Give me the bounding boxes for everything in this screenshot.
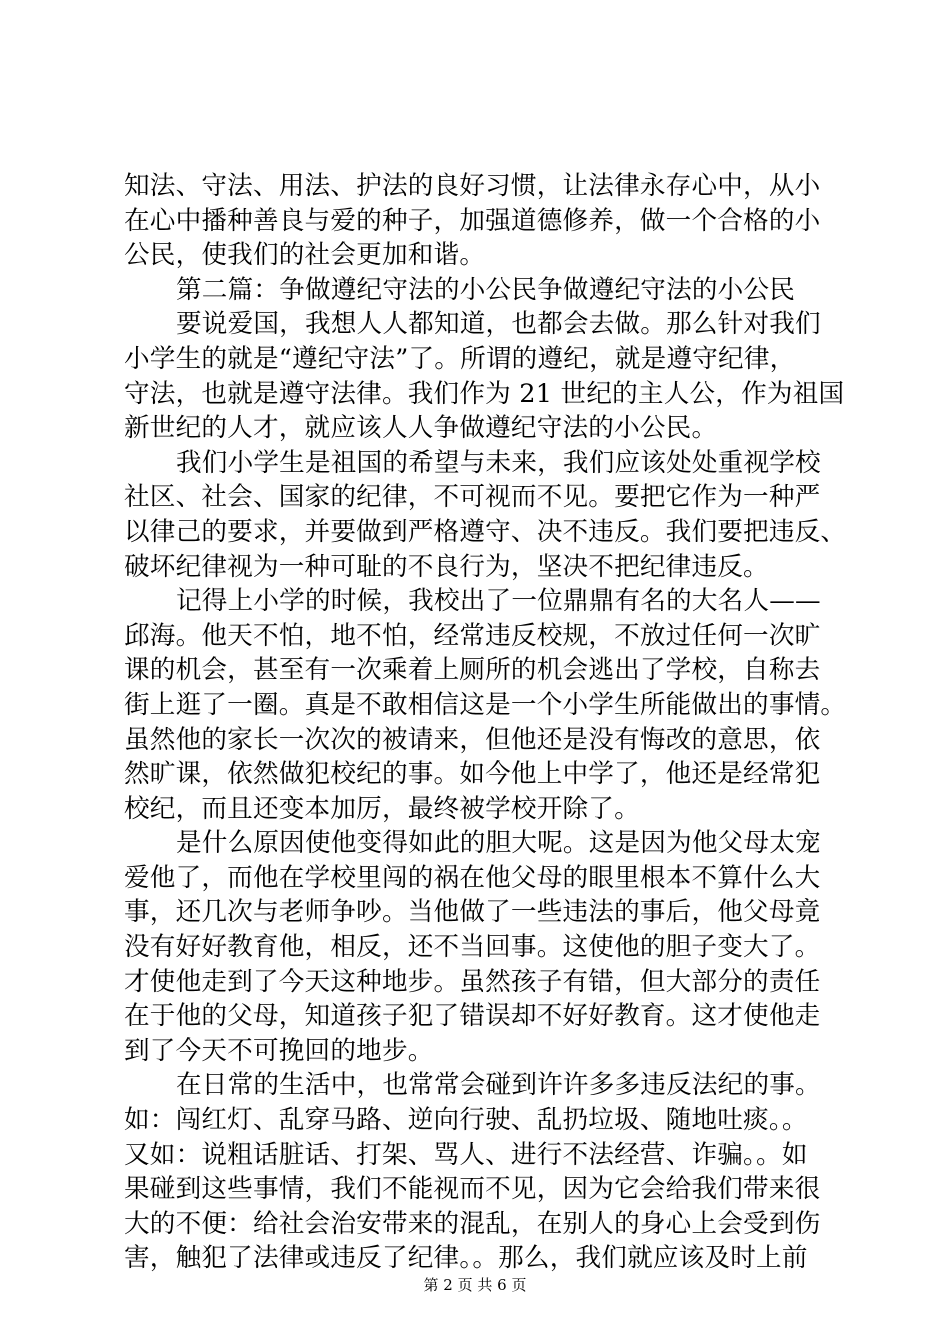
text-line: 邱海。他天不怕，地不怕，经常违反校规，不放过任何一次旷 <box>124 620 821 651</box>
text-line: 到了今天不可挽回的地步。 <box>124 1035 434 1066</box>
text-line: 我们小学生是祖国的希望与未来，我们应该处处重视学校 <box>176 447 821 478</box>
text-line: 果碰到这些事情，我们不能视而不见，因为它会给我们带来很 <box>124 1174 821 1205</box>
text-line: 事，还几次与老师争吵。当他做了一些违法的事后，他父母竟 <box>124 897 821 928</box>
text-line: 是什么原因使他变得如此的胆大呢。这是因为他父母太宠 <box>176 828 821 859</box>
text-line: 在日常的生活中，也常常会碰到许许多多违反法纪的事。 <box>176 1070 821 1101</box>
text-line: 害，触犯了法律或违反了纪律。。那么，我们就应该及时上前 <box>124 1243 808 1274</box>
text-line: 知法、守法、用法、护法的良好习惯，让法律永存心中，从小 <box>124 171 821 201</box>
text-line: 爱他了，而他在学校里闯的祸在他父母的眼里根本不算什么大 <box>124 862 821 893</box>
text-line: 虽然他的家长一次次的被请来，但他还是没有悔改的意思，依 <box>124 724 821 755</box>
text-line: 新世纪的人才，就应该人人争做遵纪守法的小公民。 <box>124 413 718 444</box>
text-line: 以律己的要求，并要做到严格遵守、决不违反。我们要把违反、 <box>124 516 847 547</box>
text-line: 要说爱国，我想人人都知道，也都会去做。那么针对我们 <box>176 309 821 340</box>
text-line: 小学生的就是“遵纪守法”了。所谓的遵纪，就是遵守纪律， <box>124 343 796 374</box>
text-line: 在心中播种善良与爱的种子，加强道德修养，做一个合格的小 <box>124 205 821 236</box>
text-line: 守法，也就是遵守法律。我们作为 21 世纪的主人公，作为祖国 <box>124 378 845 409</box>
text-line: 课的机会，甚至有一次乘着上厕所的机会逃出了学校，自称去 <box>124 655 821 686</box>
text-line: 街上逛了一圈。真是不敢相信这是一个小学生所能做出的事情。 <box>124 689 847 720</box>
text-line: 才使他走到了今天这种地步。虽然孩子有错，但大部分的责任 <box>124 966 821 997</box>
document-body <box>124 169 847 1276</box>
text-line: 没有好好教育他，相反，还不当回事。这使他的胆子变大了。 <box>124 932 821 963</box>
text-line: 在于他的父母，知道孩子犯了错误却不好好教育。这才使他走 <box>124 1001 821 1032</box>
text-line: 又如：说粗话脏话、打架、骂人、进行不法经营、诈骗。。如 <box>124 1139 808 1170</box>
text-line: 记得上小学的时候，我校出了一位鼎鼎有名的大名人—— <box>176 586 821 617</box>
text-line: 如：闯红灯、乱穿马路、逆向行驶、乱扔垃圾、随地吐痰。。 <box>124 1105 808 1136</box>
text-line: 大的不便：给社会治安带来的混乱，在别人的身心上会受到伤 <box>124 1208 821 1239</box>
text-line: 公民，使我们的社会更加和谐。 <box>124 240 486 271</box>
text-line: 校纪，而且还变本加厉，最终被学校开除了。 <box>124 793 640 824</box>
text-line: 社区、社会、国家的纪律，不可视而不见。要把它作为一种严 <box>124 482 821 513</box>
text-line: 破坏纪律视为一种可耻的不良行为，坚决不把纪律违反。 <box>124 551 769 582</box>
page-footer: 第 2 页 共 6 页 <box>423 1276 527 1294</box>
section-heading: 第二篇：争做遵纪守法的小公民争做遵纪守法的小公民 <box>176 274 796 305</box>
text-line: 然旷课，依然做犯校纪的事。如今他上中学了，他还是经常犯 <box>124 759 821 790</box>
